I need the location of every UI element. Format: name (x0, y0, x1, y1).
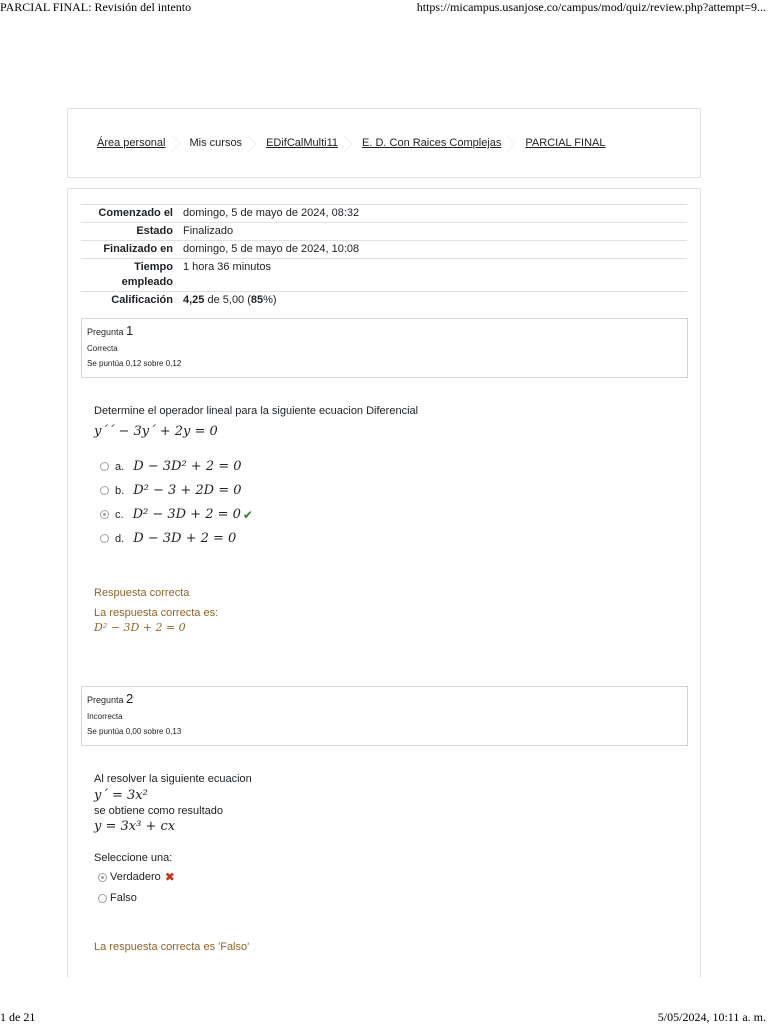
summary-row-state (81, 223, 687, 241)
page-number: 1 de 21 (0, 1010, 36, 1024)
question-2-middle-text: se obtiene como resultado (94, 805, 224, 817)
attempt-summary-table (81, 204, 687, 309)
breadcrumb-item-course[interactable]: EDifCalMulti11 (266, 132, 362, 154)
option-false[interactable]: Falso (98, 892, 137, 904)
question-1-correct-answer: D² − 3D + 2 = 0 (94, 621, 186, 634)
question-2-info (81, 686, 688, 746)
question-status: Correcta (87, 344, 118, 353)
breadcrumb-item-area-personal[interactable]: Área personal (97, 132, 190, 154)
question-2-equation-1: y´ = 3x² (94, 788, 148, 803)
summary-value: Finalizado (183, 225, 234, 237)
question-points: Se puntúa 0,00 sobre 0,13 (87, 727, 182, 736)
question-2-equation-2: y = 3x³ + cx (94, 819, 176, 834)
option-a[interactable]: a. D − 3D² + 2 = 0 (100, 459, 242, 474)
breadcrumb-separator (172, 132, 182, 154)
radio-button[interactable] (98, 894, 107, 903)
radio-button[interactable] (100, 486, 109, 495)
summary-row-started (81, 205, 687, 223)
radio-button-selected[interactable] (100, 510, 109, 519)
print-datetime: 5/05/2024, 10:11 a. m. (657, 1010, 766, 1024)
summary-value: domingo, 5 de mayo de 2024, 08:32 (183, 207, 360, 219)
option-true[interactable]: Verdadero ✖ (98, 870, 175, 884)
summary-value: 1 hora 36 minutos (183, 261, 272, 273)
breadcrumb-separator (344, 132, 354, 154)
print-footer (0, 1010, 768, 1024)
summary-value: 4,25 de 5,00 (85%) (183, 294, 277, 306)
summary-label: Finalizado en (103, 243, 173, 255)
question-points: Se puntúa 0,12 sobre 0,12 (87, 359, 182, 368)
select-one-label: Seleccione una: (94, 852, 173, 864)
question-1-correct-label: La respuesta correcta es: (94, 607, 219, 619)
question-1-info (81, 318, 688, 378)
option-c[interactable]: c. D² − 3D + 2 = 0 ✔ (100, 507, 253, 522)
radio-button[interactable] (100, 534, 109, 543)
breadcrumb-separator (507, 132, 517, 154)
option-b[interactable]: b. D² − 3 + 2D = 0 (100, 483, 242, 498)
summary-label: Tiempo empleado (121, 261, 173, 288)
summary-value: domingo, 5 de mayo de 2024, 10:08 (183, 243, 360, 255)
summary-label: Estado (136, 225, 173, 237)
summary-row-finished (81, 241, 687, 259)
breadcrumb-item-mis-cursos[interactable]: Mis cursos (190, 132, 267, 154)
breadcrumb-item-section[interactable]: E. D. Con Raices Complejas (362, 132, 525, 154)
summary-row-time (81, 259, 687, 292)
print-url: https://micampus.usanjose.co/campus/mod/quiz/review.php?attempt=9... (416, 0, 766, 14)
summary-label: Comenzado el (98, 207, 173, 219)
question-number: Pregunta 1 (87, 323, 134, 338)
print-title: PARCIAL FINAL: Revisión del intento (0, 0, 192, 14)
breadcrumb-separator (248, 132, 258, 154)
question-1-equation: y´´ − 3y´ + 2y = 0 (94, 424, 218, 439)
summary-row-grade (81, 292, 687, 310)
correct-check-icon: ✔ (242, 507, 253, 522)
question-1-prompt: Determine el operador lineal para la siguiente ecuacion Diferencial (94, 405, 419, 417)
question-2-feedback: La respuesta correcta es 'Falso' (94, 941, 250, 953)
option-d[interactable]: d. D − 3D + 2 = 0 (100, 531, 236, 546)
breadcrumb-item-quiz[interactable]: PARCIAL FINAL (525, 137, 606, 149)
print-header (0, 0, 768, 18)
summary-label: Calificación (111, 294, 173, 306)
breadcrumb (67, 108, 701, 178)
radio-button-selected[interactable] (98, 873, 107, 882)
question-number: Pregunta 2 (87, 691, 134, 706)
incorrect-cross-icon: ✖ (164, 870, 175, 884)
radio-button[interactable] (100, 462, 109, 471)
question-1-feedback: Respuesta correcta (94, 587, 190, 599)
question-2-prompt: Al resolver la siguiente ecuacion (94, 773, 252, 785)
question-status: Incorrecta (87, 712, 123, 721)
